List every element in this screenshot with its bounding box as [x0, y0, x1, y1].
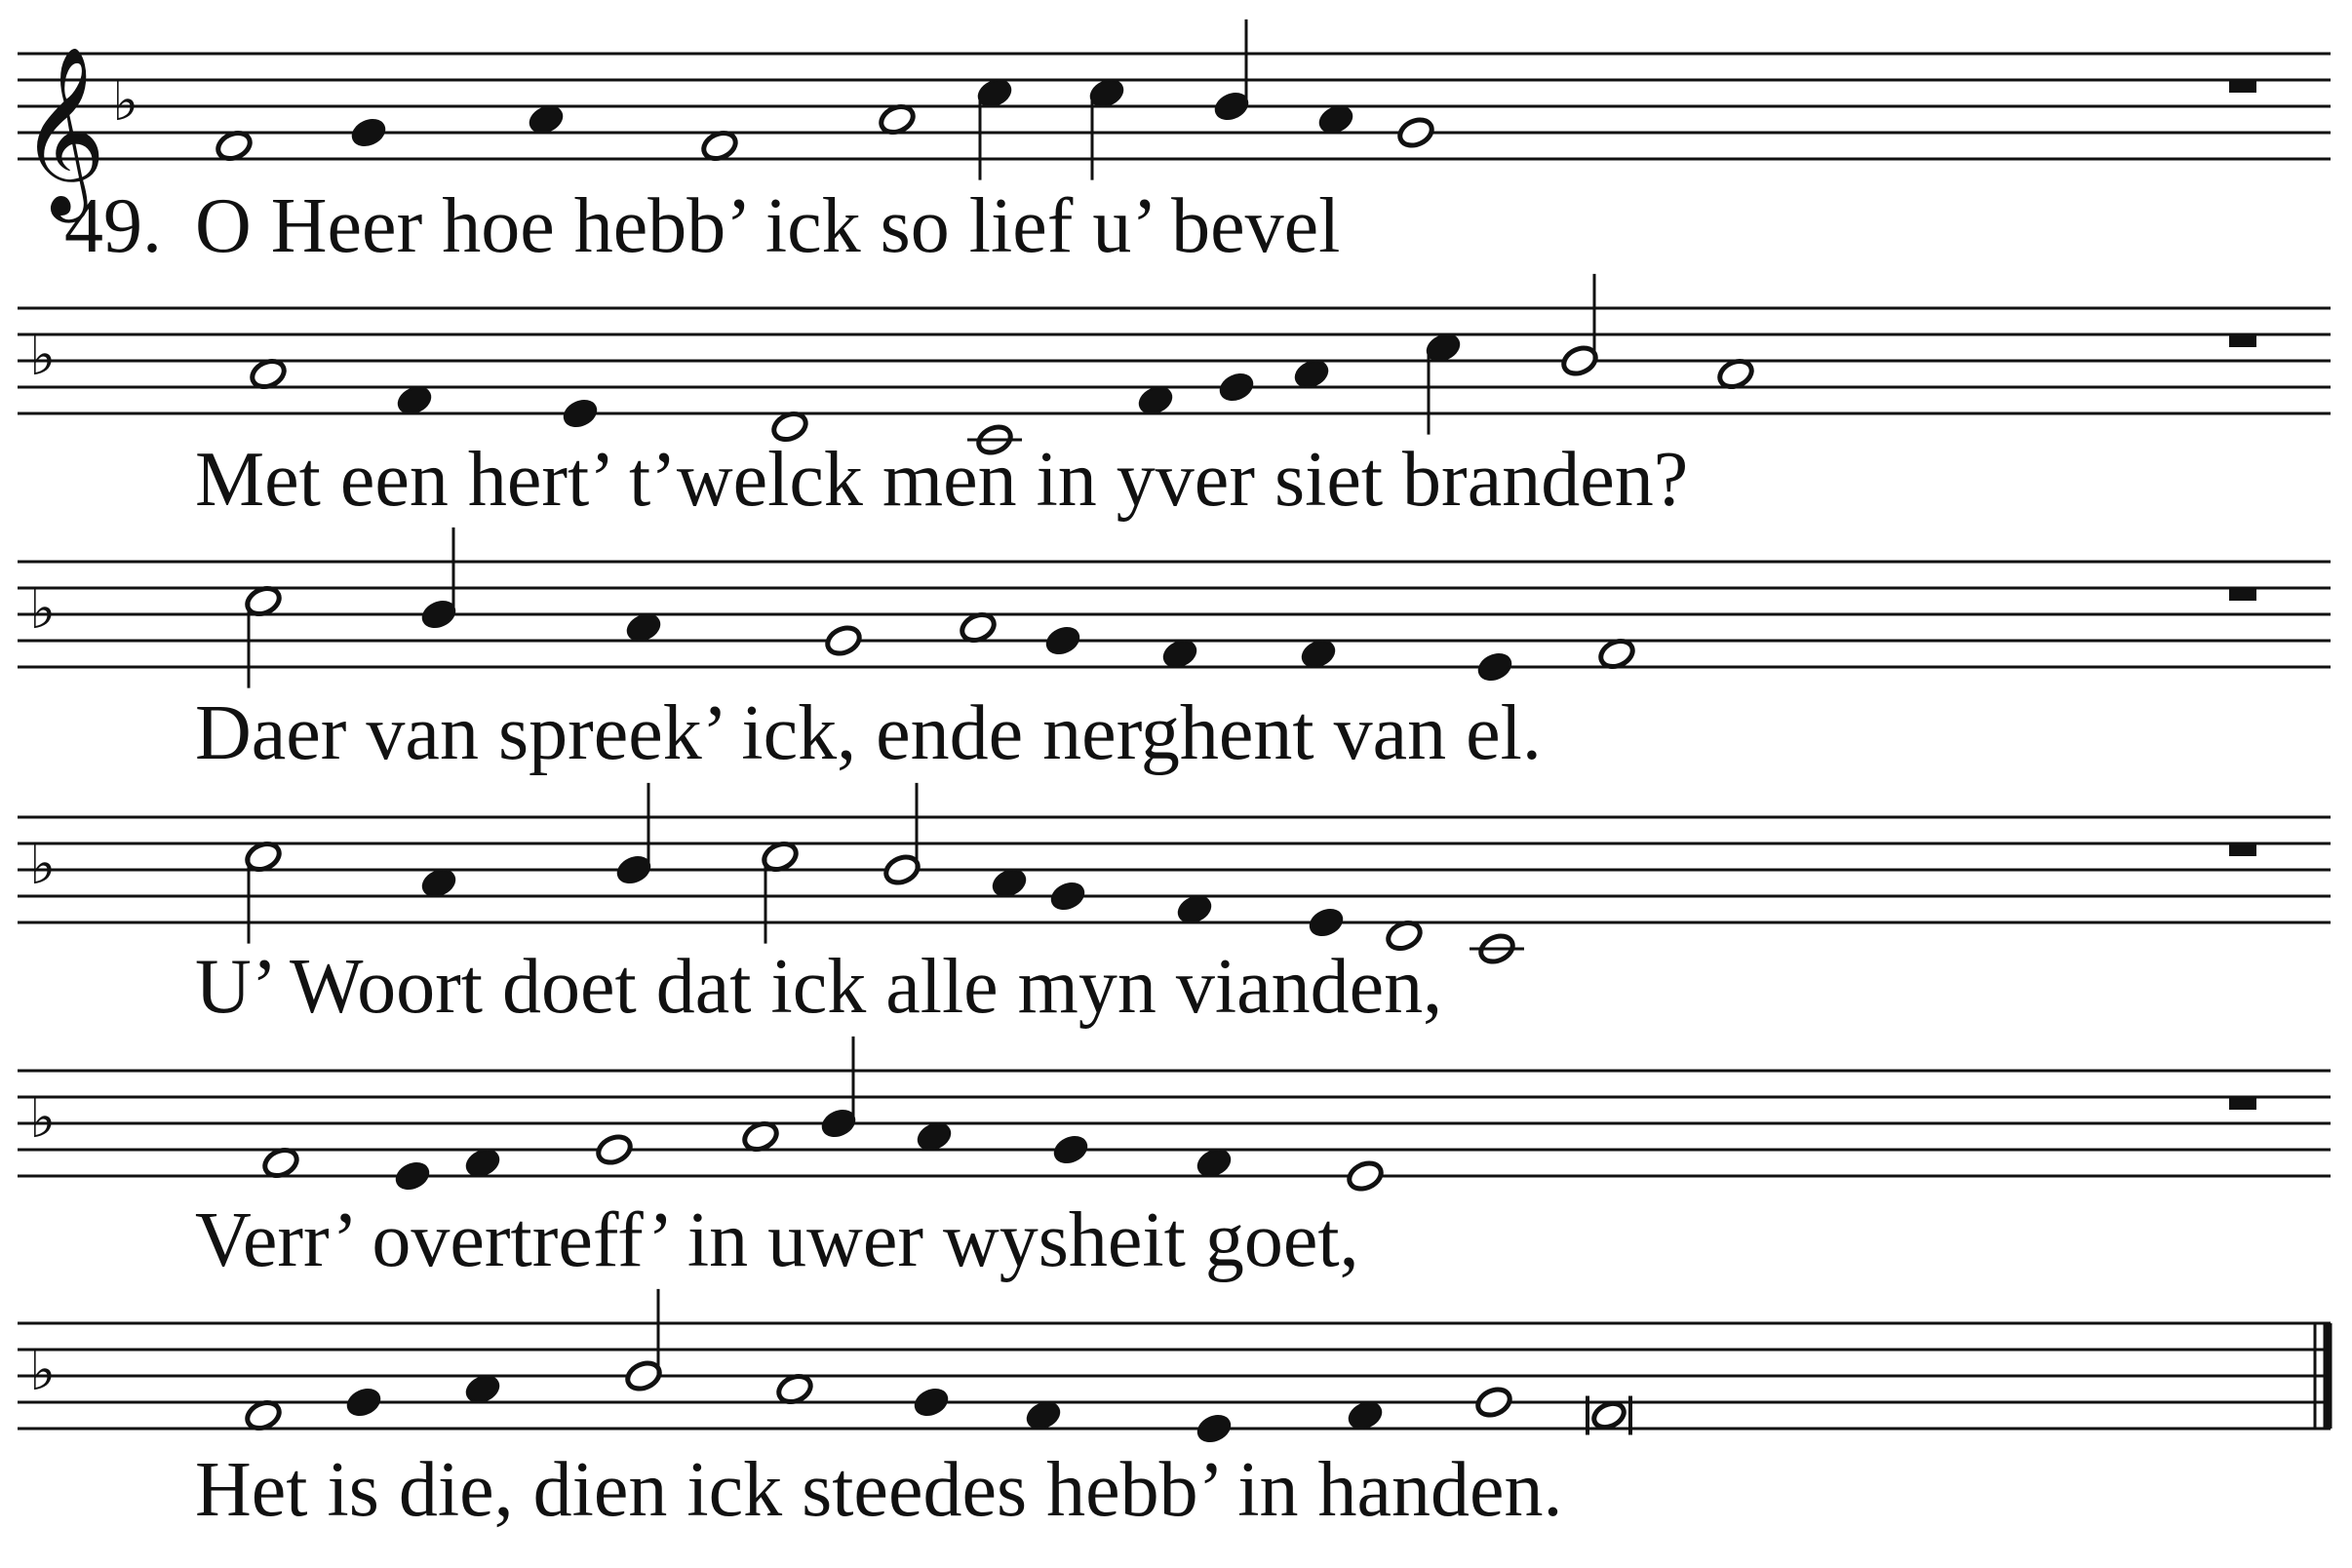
lyric-line-3: Daer van spreek’ ick, ende nerghent van el. [195, 690, 1542, 776]
lyric-line-4: U’ Woort doet dat ick alle myn vianden, [195, 944, 1443, 1030]
half-rest [2229, 80, 2256, 93]
key-signature-flat: ♭ [29, 831, 57, 897]
quarter-note [1043, 623, 1083, 658]
half-rest [2229, 843, 2256, 856]
half-note [824, 623, 864, 658]
quarter-note [344, 1385, 384, 1420]
quarter-note [912, 1385, 952, 1420]
quarter-note [1307, 905, 1347, 940]
quarter-note [1195, 1411, 1235, 1446]
quarter-note [349, 115, 389, 150]
half-note [595, 1132, 635, 1167]
quarter-note [393, 1158, 433, 1194]
lyric-line-1: O Heer hoe hebb’ ick so lief u’ bevel [195, 183, 1341, 269]
quarter-note [561, 396, 601, 431]
key-signature-flat: ♭ [112, 67, 139, 134]
half-rest [2229, 334, 2256, 347]
breve-note [1590, 1399, 1627, 1431]
half-note [1346, 1158, 1386, 1194]
key-signature-flat: ♭ [29, 1337, 57, 1403]
hymn-number: 49. [64, 183, 162, 269]
key-signature-flat: ♭ [29, 1084, 57, 1151]
quarter-note [1051, 1132, 1091, 1167]
lyric-line-6: Het is die, dien ick steedes hebb’ in handen. [195, 1447, 1563, 1533]
key-signature-flat: ♭ [29, 575, 57, 642]
quarter-note [1475, 649, 1515, 685]
treble-clef: 𝄞 [20, 46, 106, 216]
half-rest [2229, 1097, 2256, 1110]
half-rest [2229, 588, 2256, 601]
lyric-line-5: Verr’ overtreff’ in uwer wysheit goet, [195, 1197, 1359, 1283]
quarter-note [1217, 370, 1257, 405]
lyric-line-2: Met een hert’ t’welck men in yver siet branden? [195, 437, 1689, 523]
half-note [1396, 115, 1436, 150]
key-signature-flat: ♭ [29, 322, 57, 388]
half-note [1474, 1385, 1514, 1420]
quarter-note [1048, 879, 1088, 914]
